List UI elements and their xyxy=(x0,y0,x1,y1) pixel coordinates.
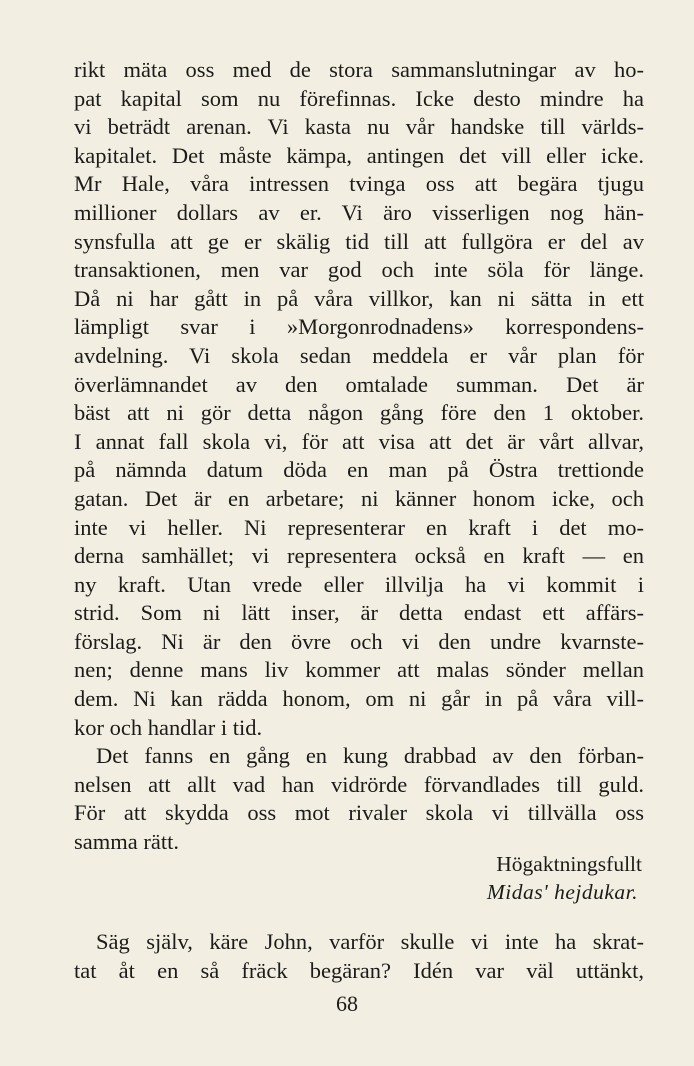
text-line: transaktionen, men var god och inte söla för länge. xyxy=(74,257,644,283)
text-line: kapitalet. Det måste kämpa, antingen det vill eller icke. xyxy=(74,142,644,168)
letter-signoff xyxy=(74,828,644,905)
text-line: tat åt en så fräck begäran? Idén var väl uttänkt, xyxy=(74,957,644,983)
narration-paragraph xyxy=(74,928,644,985)
text-line: inte vi heller. Ni representerar en kraft i det mo- xyxy=(74,514,644,540)
text-line: Då ni har gått in på våra villkor, kan ni sätta in ett xyxy=(74,285,644,311)
book-page xyxy=(74,56,644,985)
text-line: Mr Hale, våra intressen tvinga oss att begära tjugu xyxy=(74,171,644,197)
text-line: avdelning. Vi skola sedan meddela er vår plan för xyxy=(74,342,644,368)
text-line: dem. Ni kan rädda honom, om ni går in på våra vill- xyxy=(74,686,644,712)
text-line: Säg själv, käre John, varför skulle vi inte ha skrat- xyxy=(96,929,644,955)
text-line: Det fanns en gång en kung drabbad av den förban- xyxy=(96,743,644,769)
text-line: strid. Som ni lätt inser, är detta endast ett affärs- xyxy=(74,600,644,626)
text-line: rikt mäta oss med de stora sammanslutningar av ho- xyxy=(74,57,644,82)
text-line: nelsen att allt vad han vidrörde förvandlades till guld. xyxy=(74,771,644,797)
letter-body xyxy=(74,56,644,742)
text-line: överlämnandet av den omtalade summan. Det är xyxy=(74,371,644,397)
signature-signer: Midas' hejdukar. xyxy=(486,880,638,905)
text-line: pat kapital som nu förefinnas. Icke desto mindre ha xyxy=(74,85,644,111)
page-number: 68 xyxy=(336,991,358,1016)
text-line: millioner dollars av er. Vi äro visserligen nog hän- xyxy=(74,199,644,225)
signature-closing: Högaktningsfullt xyxy=(496,852,642,877)
text-line: synsfulla att ge er skälig tid till att fullgöra er del av xyxy=(74,228,644,254)
text-line: I annat fall skola vi, för att visa att det är vårt allvar, xyxy=(74,428,644,454)
midas-paragraph xyxy=(74,742,644,828)
text-line: ny kraft. Utan vrede eller illvilja ha vi kommit i xyxy=(74,571,644,597)
text-line: nen; denne mans liv kommer att malas sönder mellan xyxy=(74,657,644,683)
text-line: på nämnda datum döda en man på Östra trettionde xyxy=(74,457,644,483)
closing-fragment: samma rätt. xyxy=(74,829,179,855)
text-line: förslag. Ni är den övre och vi den undre kvarnste- xyxy=(74,628,644,654)
text-line: gatan. Det är en arbetare; ni känner honom icke, och xyxy=(74,485,644,511)
text-line: vi beträdt arenan. Vi kasta nu vår handske till världs- xyxy=(74,114,644,140)
text-line: derna samhället; vi representera också en kraft — en xyxy=(74,543,644,569)
text-line: För att skydda oss mot rivaler skola vi tillvälla oss xyxy=(74,800,644,826)
text-line: bäst att ni gör detta någon gång före den 1 oktober. xyxy=(74,400,644,426)
text-line: kor och handlar i tid. xyxy=(74,714,263,740)
text-line: lämpligt svar i »Morgonrodnadens» korrespondens- xyxy=(74,314,644,340)
